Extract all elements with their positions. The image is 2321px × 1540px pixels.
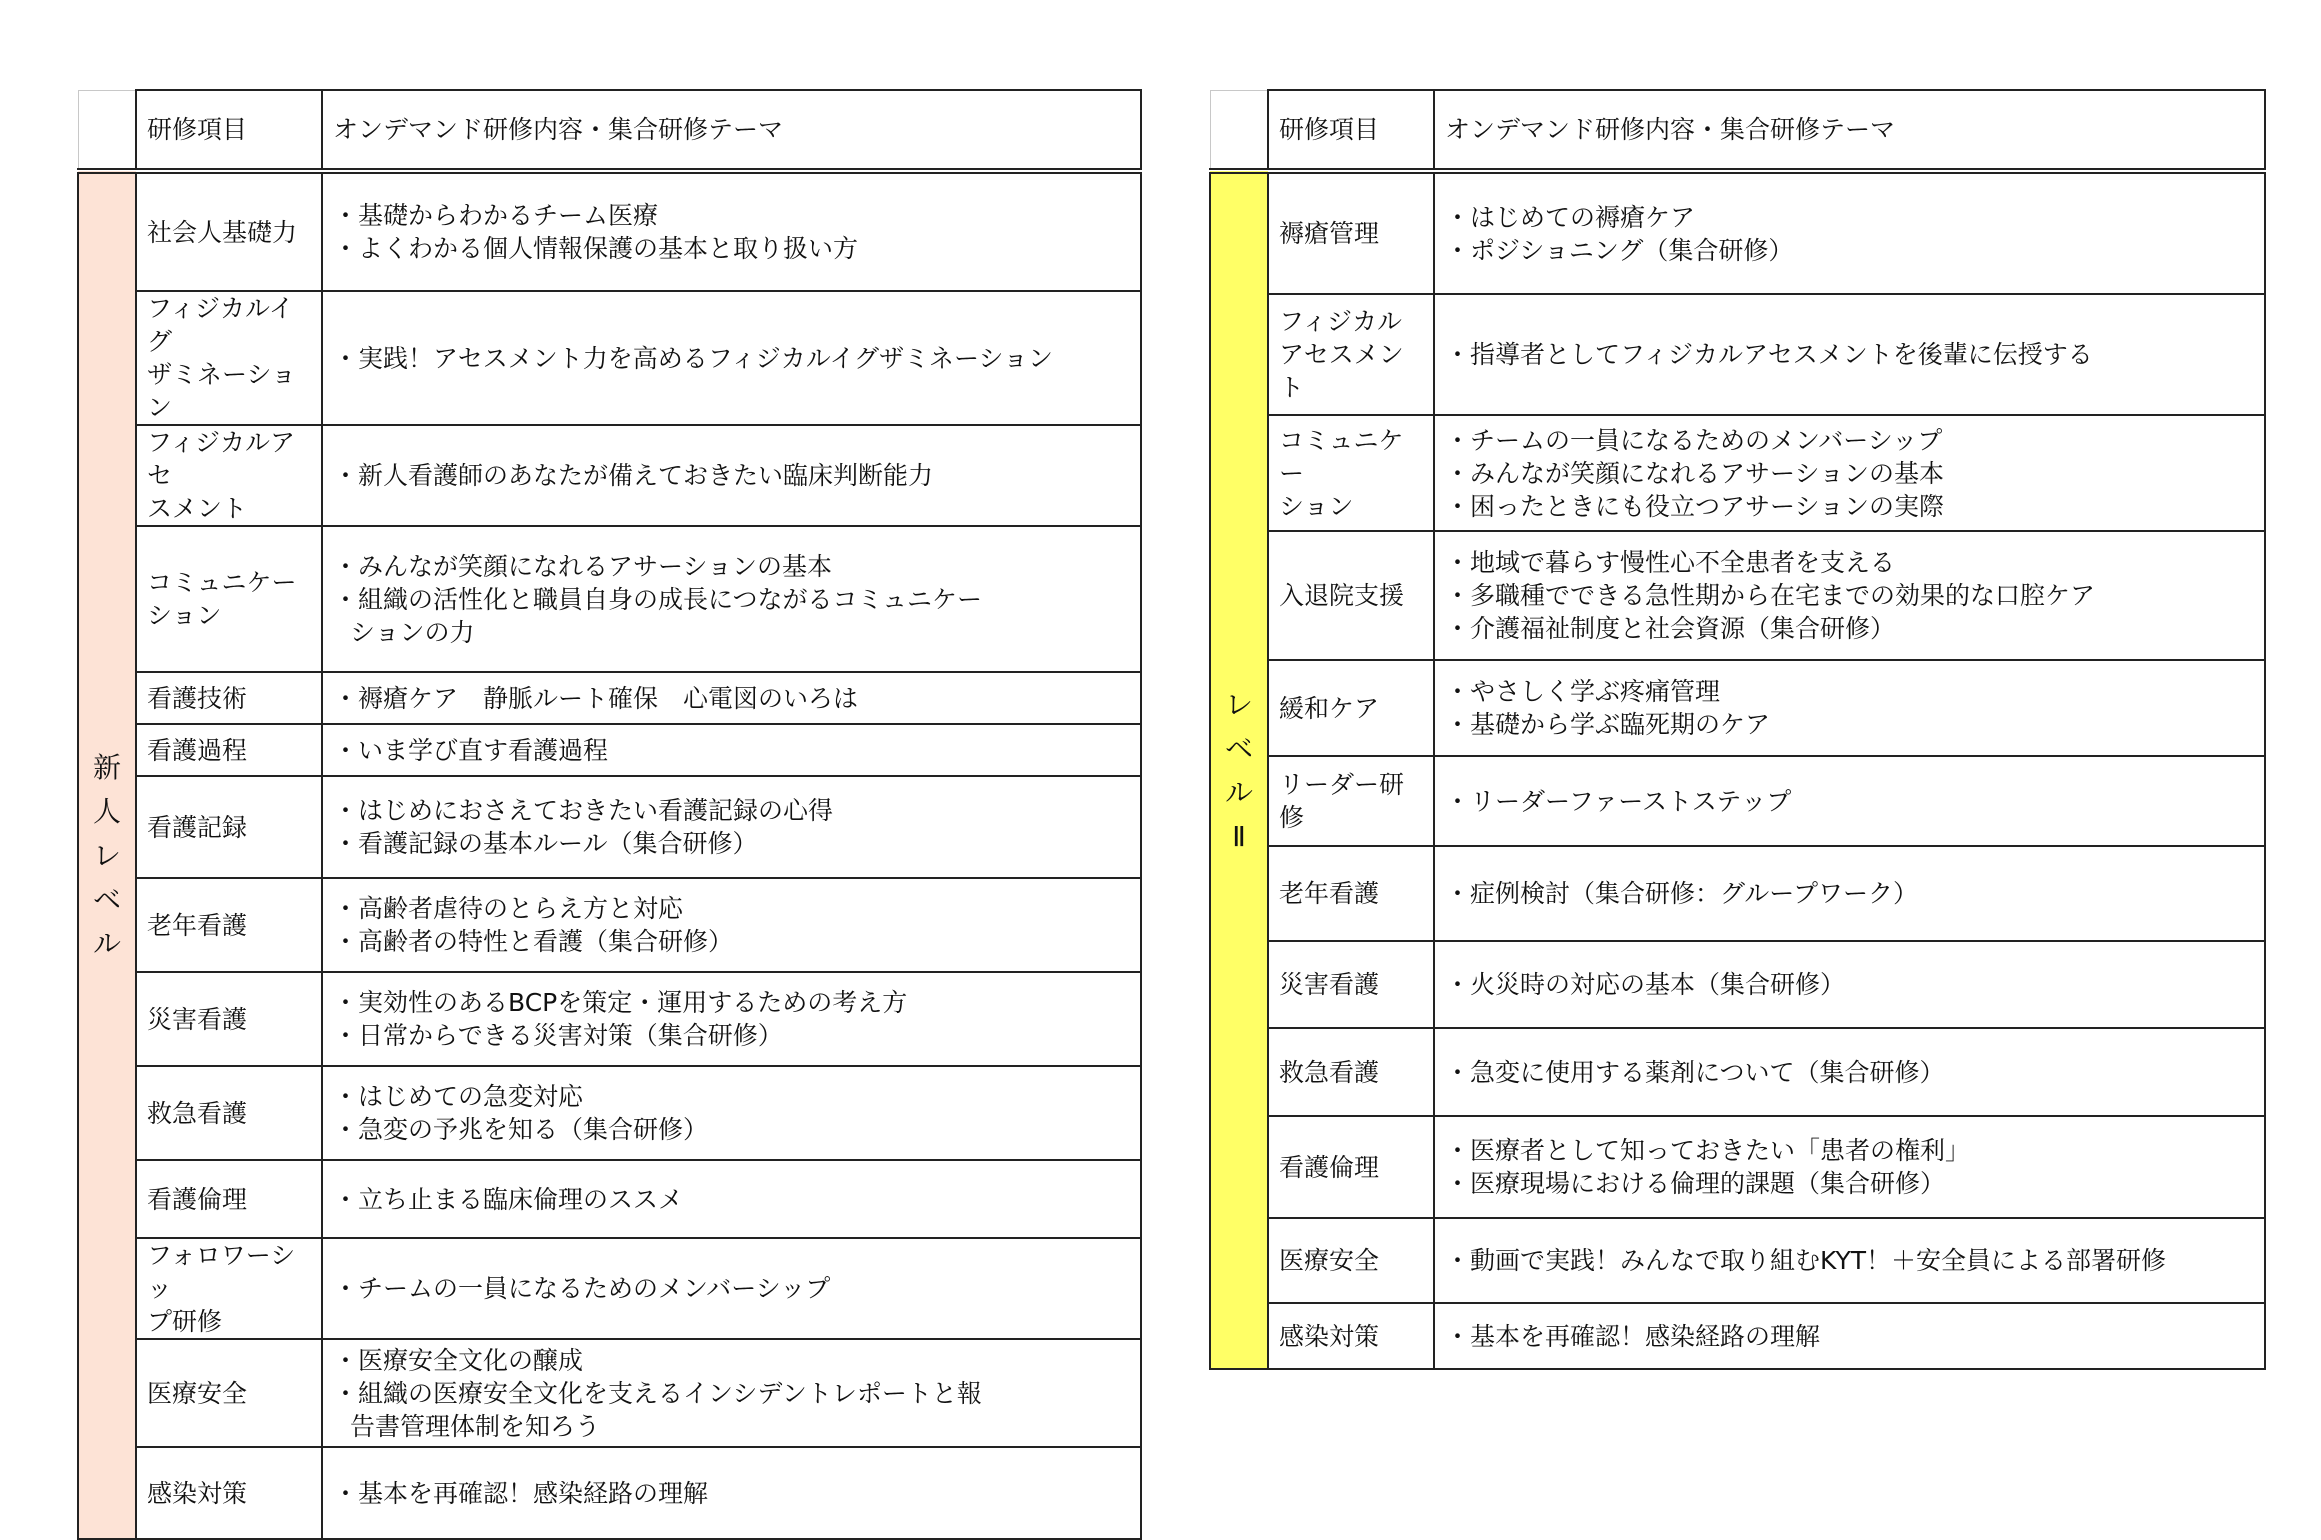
training-item: 感染対策	[136, 1447, 322, 1539]
training-content	[322, 291, 1141, 425]
table-row	[1210, 846, 2265, 941]
content-line: ・みんなが笑顔になれるアサーションの基本	[333, 551, 833, 581]
training-table-level-2	[1209, 89, 2266, 1370]
content-line: ・チームの一員になるためのメンバーシップ	[1445, 425, 1943, 455]
training-table-new-staff-level	[77, 89, 1142, 1540]
header-blank-cell	[78, 90, 136, 171]
content-line: ・リーダーファーストステップ	[1445, 786, 1792, 816]
training-content	[1434, 846, 2265, 941]
content-line: ・組織の活性化と職員自身の成長につながるコミュニケー	[333, 584, 983, 614]
content-line: ・急変の予兆を知る（集合研修）	[333, 1115, 709, 1144]
content-line: ・指導者としてフィジカルアセスメントを後輩に伝授する	[1445, 340, 2093, 369]
training-content	[1434, 294, 2265, 415]
content-line: ・はじめての急変対応	[333, 1082, 584, 1111]
training-content	[1434, 756, 2265, 846]
training-content	[322, 972, 1141, 1066]
training-item: 緩和ケア	[1268, 660, 1434, 756]
training-content	[322, 425, 1141, 526]
content-line: ・困ったときにも役立つアサーションの実際	[1445, 491, 1945, 521]
content-line: ・立ち止まる臨床倫理のススメ	[333, 1184, 684, 1214]
table-row	[1210, 660, 2265, 756]
table-row	[1210, 941, 2265, 1028]
content-line: ・新人看護師のあなたが備えておきたい臨床判断能力	[333, 461, 934, 490]
content-line: ・急変に使用する薬剤について（集合研修）	[1445, 1057, 1945, 1087]
content-line: ・火災時の対応の基本（集合研修）	[1445, 970, 1846, 999]
training-item: 災害看護	[1268, 941, 1434, 1028]
content-line: 告書管理体制を知ろう	[350, 1411, 601, 1441]
training-content	[322, 171, 1141, 291]
training-item: 看護倫理	[1268, 1116, 1434, 1218]
training-item: 看護記録	[136, 776, 322, 878]
training-item: 医療安全	[1268, 1218, 1434, 1303]
training-item: 看護過程	[136, 724, 322, 776]
training-item: 災害看護	[136, 972, 322, 1066]
table-row	[78, 1238, 1141, 1339]
table-row	[1210, 1116, 2265, 1218]
header-item-label: 研修項目	[1268, 90, 1434, 171]
header-content-label: オンデマンド研修内容・集合研修テーマ	[1434, 90, 2265, 171]
training-content	[322, 672, 1141, 724]
table-row	[1210, 1028, 2265, 1116]
training-item: フィジカル アセスメント	[1268, 294, 1434, 415]
header-item-label: 研修項目	[136, 90, 322, 171]
training-item: 看護倫理	[136, 1160, 322, 1238]
content-line: ・みんなが笑顔になれるアサーションの基本	[1445, 458, 1945, 488]
table-row	[1210, 171, 2265, 294]
content-line: ・看護記録の基本ルール（集合研修）	[333, 829, 758, 858]
training-item: フィジカルイグ ザミネーション	[136, 291, 322, 425]
training-item: 褥瘡管理	[1268, 171, 1434, 294]
training-content	[1434, 1028, 2265, 1116]
training-content	[322, 776, 1141, 878]
header-blank-cell	[1210, 90, 1268, 171]
table-row	[1210, 1218, 2265, 1303]
content-line: ・実効性のあるBCPを策定・運用するための考え方	[333, 988, 908, 1017]
content-line: ・はじめての褥瘡ケア	[1445, 202, 1696, 232]
table-row	[78, 1339, 1141, 1447]
training-item: 社会人基礎力	[136, 171, 322, 291]
table-row	[1210, 294, 2265, 415]
training-item: 看護技術	[136, 672, 322, 724]
table-row	[78, 291, 1141, 425]
content-line: ・いま学び直す看護過程	[333, 735, 609, 765]
training-content	[322, 1238, 1141, 1339]
training-content	[322, 878, 1141, 972]
table-row	[1210, 415, 2265, 531]
table-row	[78, 672, 1141, 724]
table-row	[78, 526, 1141, 672]
training-content	[322, 724, 1141, 776]
training-content	[322, 1447, 1141, 1539]
content-line: ・日常からできる災害対策（集合研修）	[333, 1021, 783, 1050]
table-row	[78, 724, 1141, 776]
content-line: ・介護福祉制度と社会資源（集合研修）	[1445, 614, 1896, 643]
level-cell-new-staff	[78, 171, 136, 1539]
content-line: ・医療安全文化の醸成	[333, 1345, 584, 1375]
training-item: 救急看護	[1268, 1028, 1434, 1116]
table-row	[78, 1160, 1141, 1238]
training-content	[1434, 941, 2265, 1028]
training-item: フィジカルアセ スメント	[136, 425, 322, 526]
table-row	[78, 878, 1141, 972]
training-item: 救急看護	[136, 1066, 322, 1160]
training-content	[1434, 1116, 2265, 1218]
training-content	[1434, 1218, 2265, 1303]
content-line: ・組織の医療安全文化を支えるインシデントレポートと報	[333, 1378, 982, 1408]
training-content	[1434, 531, 2265, 660]
content-line: ・基礎からわかるチーム医療	[333, 201, 659, 230]
training-item: フォロワーシッ プ研修	[136, 1238, 322, 1339]
training-content	[322, 1066, 1141, 1160]
training-item: コミュニケー ション	[136, 526, 322, 672]
training-content	[1434, 171, 2265, 294]
content-line: ションの力	[350, 617, 475, 647]
content-line: ・医療現場における倫理的課題（集合研修）	[1445, 1169, 1946, 1198]
training-item: 医療安全	[136, 1339, 322, 1447]
content-line: ・動画で実践！みんなで取り組むKYT！＋安全員による部署研修	[1445, 1246, 2167, 1275]
training-content	[322, 1339, 1141, 1447]
content-line: ・基礎から学ぶ臨死期のケア	[1445, 710, 1771, 739]
level-label: 新 人 レ ベ ル	[92, 751, 121, 960]
table-row	[78, 776, 1141, 878]
header-content-label: オンデマンド研修内容・集合研修テーマ	[322, 90, 1141, 171]
content-line: ・はじめにおさえておきたい看護記録の心得	[333, 796, 834, 825]
content-line: ・チームの一員になるためのメンバーシップ	[333, 1274, 831, 1303]
table-row	[1210, 1303, 2265, 1369]
table-row	[78, 1447, 1141, 1539]
training-content	[322, 1160, 1141, 1238]
training-item: 老年看護	[136, 878, 322, 972]
training-item: 感染対策	[1268, 1303, 1434, 1369]
table-row	[78, 972, 1141, 1066]
table-row	[78, 171, 1141, 291]
level-cell-level-2	[1210, 171, 1268, 1369]
training-item: コミュニケー ション	[1268, 415, 1434, 531]
level-label: レ ベ ル Ⅱ	[1224, 688, 1253, 853]
content-line: ・基本を再確認！感染経路の理解	[333, 1478, 709, 1508]
training-content	[1434, 415, 2265, 531]
training-item: リーダー研修	[1268, 756, 1434, 846]
content-line: ・よくわかる個人情報保護の基本と取り扱い方	[333, 234, 859, 263]
content-line: ・実践！アセスメント力を高めるフィジカルイグザミネーション	[333, 343, 1054, 373]
content-line: ・多職種でできる急性期から在宅までの効果的な口腔ケア	[1445, 581, 2096, 610]
table-row	[78, 1066, 1141, 1160]
content-line: ・高齢者の特性と看護（集合研修）	[333, 927, 734, 956]
content-line: ・症例検討（集合研修：グループワーク）	[1445, 879, 1919, 908]
table-row	[78, 425, 1141, 526]
training-content	[1434, 660, 2265, 756]
content-line: ・ポジショニング（集合研修）	[1445, 235, 1794, 265]
training-item: 入退院支援	[1268, 531, 1434, 660]
content-line: ・褥瘡ケア 静脈ルート確保 心電図のいろは	[333, 683, 859, 713]
content-line: ・医療者として知っておきたい「患者の権利」	[1445, 1136, 1971, 1165]
table-row	[1210, 756, 2265, 846]
training-item: 老年看護	[1268, 846, 1434, 941]
content-line: ・基本を再確認！感染経路の理解	[1445, 1321, 1821, 1351]
content-line: ・やさしく学ぶ疼痛管理	[1445, 677, 1721, 706]
content-line: ・高齢者虐待のとらえ方と対応	[333, 894, 684, 923]
training-content	[322, 526, 1141, 672]
content-line: ・地域で暮らす慢性心不全患者を支える	[1445, 548, 1896, 577]
training-content	[1434, 1303, 2265, 1369]
table-row	[1210, 531, 2265, 660]
